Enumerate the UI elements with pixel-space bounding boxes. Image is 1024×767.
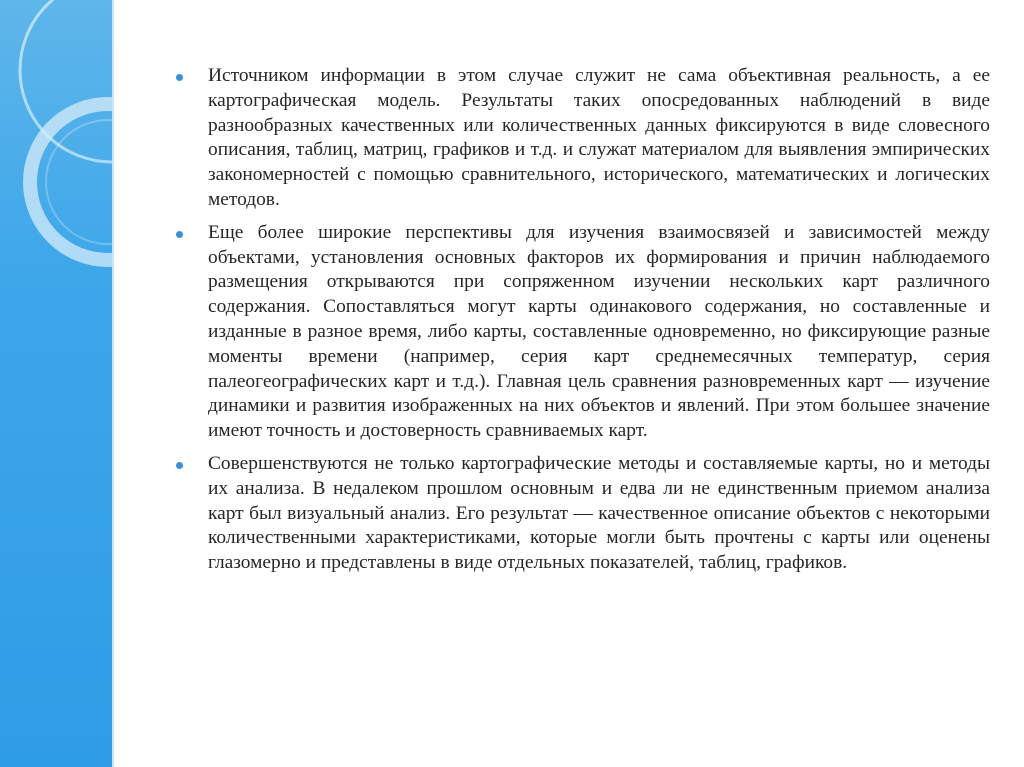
bullet-list xyxy=(170,64,990,584)
decorative-rings-icon xyxy=(0,0,112,767)
bullet-icon xyxy=(176,231,183,238)
paragraph-text: Источником информации в этом случае служит не сама объективная реальность, а ее картографическая модель. Результаты таких опосредованных наблюдений в виде разнообразных качественных или количественных данных фиксируются в виде словесного описания, таблиц, матриц, графиков и т.д. и служат материалом для выявления эмпирических закономерностей с помощью сравнительного, исторического, математических и логических методов. xyxy=(208,65,990,210)
paragraph-text: Еще более широкие перспективы для изучения взаимосвязей и зависимостей между объектами, установления основных факторов их формирования и причин наблюдаемого размещения открываются при сопряженном изучении нескольких карт различного содержания. Сопоставляться могут карты одинакового содержания, но составленные и изданные в разное время, либо карты, составленные одновременно, но фиксирующие разные моменты времени (например, серия карт среднемесячных температур, серия палеогеографических карт и т.д.). Главная цель сравнения разновременных карт — изучение динамики и развития изображенных на них объектов и явлений. При этом большее значение имеют точность и достоверность сравниваемых карт. xyxy=(208,221,990,442)
bullet-icon xyxy=(176,462,183,469)
list-item xyxy=(170,64,990,213)
paragraph-text: Совершенствуются не только картографические методы и составляемые карты, но и методы их анализа. В недалеком прошлом основным и едва ли не единственным приемом анализа карт был визуальный анализ. Его результат — качественное описание объектов с некоторыми количественными характеристиками, которые могли быть прочтены с карты или оценены глазомерно и представлены в виде отдельных показателей, таблиц, графиков. xyxy=(208,452,990,574)
decorative-sidebar xyxy=(0,0,112,767)
list-item xyxy=(170,221,990,444)
bullet-icon xyxy=(176,74,183,81)
list-item xyxy=(170,452,990,576)
sidebar-divider xyxy=(112,0,114,767)
